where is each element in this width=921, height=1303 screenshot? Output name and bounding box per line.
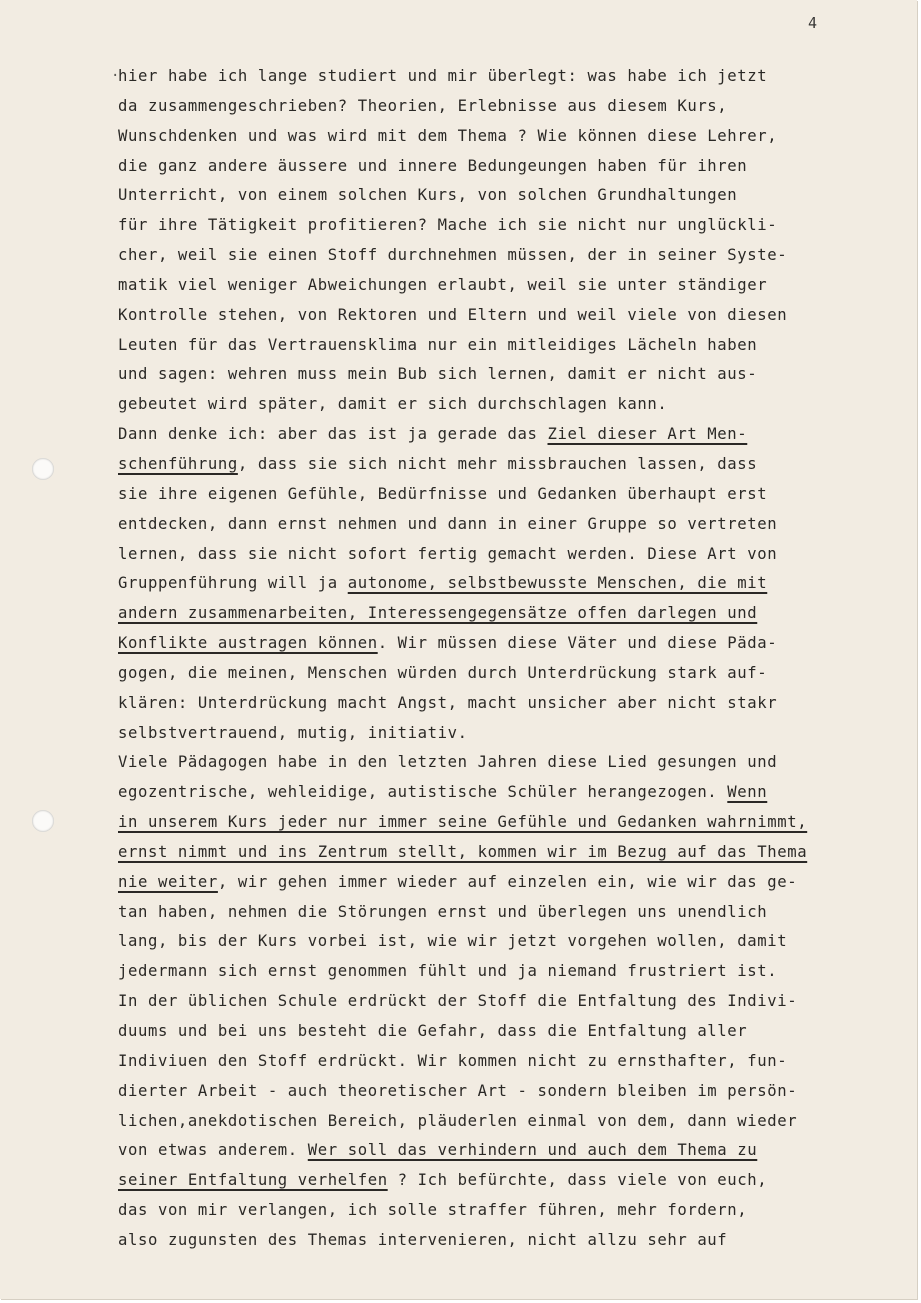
text-segment: Dann denke ich: aber das ist ja gerade das bbox=[118, 425, 548, 444]
text-line bbox=[118, 1077, 807, 1107]
text-segment: gebeutet wird später, damit er sich durchschlagen kann. bbox=[118, 395, 668, 414]
text-segment: lichen,anekdotischen Bereich, pläuderlen einmal von dem, dann wieder bbox=[118, 1111, 798, 1130]
text-segment: tan haben, nehmen die Störungen ernst und überlegen uns unendlich bbox=[118, 902, 768, 921]
underlined-text: Konflikte austragen können bbox=[118, 634, 378, 653]
text-segment: die ganz andere äussere und innere Bedungeungen haben für ihren bbox=[118, 156, 748, 175]
text-line bbox=[118, 271, 807, 301]
text-line bbox=[118, 569, 807, 599]
text-segment: Wunschdenken und was wird mit dem Thema ? Wie können diese Lehrer, bbox=[118, 126, 778, 145]
text-line bbox=[118, 778, 807, 808]
text-line bbox=[118, 331, 807, 361]
text-line bbox=[118, 450, 807, 480]
text-line bbox=[118, 122, 807, 152]
text-segment: duums und bei uns besteht die Gefahr, dass die Entfaltung aller bbox=[118, 1022, 748, 1040]
text-segment: Kontrolle stehen, von Rektoren und Eltern und weil viele von diesen bbox=[118, 305, 788, 324]
underlined-text: in unserem Kurs jeder nur immer seine Gefühle und Gedanken wahrnimmt, bbox=[118, 813, 808, 832]
text-line bbox=[118, 92, 807, 122]
text-line bbox=[118, 480, 807, 510]
text-line bbox=[118, 420, 807, 450]
text-segment: da zusammengeschrieben? Theorien, Erlebnisse aus diesem Kurs, bbox=[118, 96, 728, 115]
text-segment: . Wir müssen diese Väter und diese Päda- bbox=[377, 634, 778, 653]
text-line bbox=[118, 1196, 807, 1226]
text-segment: , wir gehen immer wieder auf einzelen ein, wie wir das ge- bbox=[217, 872, 798, 891]
text-segment: Viele Pädagogen habe in den letzten Jahren diese Lied gesungen und bbox=[118, 753, 778, 772]
text-segment: von etwas anderem. bbox=[118, 1141, 308, 1160]
margin-mark: · bbox=[111, 68, 120, 84]
text-segment: also zugunsten des Themas intervenieren, nicht allzu sehr auf bbox=[118, 1230, 728, 1249]
page-number: 4 bbox=[808, 14, 818, 32]
text-segment: egozentrische, wehleidige, autistische Schüler herangezogen. bbox=[118, 783, 728, 802]
text-line bbox=[118, 510, 807, 540]
text-line bbox=[118, 838, 807, 868]
text-segment: Leuten für das Vertrauensklima nur ein mitleidiges Lächeln haben bbox=[118, 335, 758, 354]
text-segment: klären: Unterdrückung macht Angst, macht unsicher aber nicht stakr bbox=[118, 693, 778, 712]
text-line bbox=[118, 808, 807, 838]
text-segment: Indiviuen den Stoff erdrückt. Wir kommen nicht zu ernsthafter, fun- bbox=[118, 1051, 788, 1070]
text-segment: Unterricht, von einem solchen Kurs, von solchen Grundhaltungen bbox=[118, 186, 738, 205]
underlined-text: autonome, selbstbewusste Menschen, die mit bbox=[347, 574, 768, 593]
text-line bbox=[118, 1017, 807, 1047]
text-segment: das von mir verlangen, ich solle straffer führen, mehr fordern, bbox=[118, 1201, 748, 1220]
text-line bbox=[118, 1226, 807, 1256]
text-line bbox=[118, 540, 807, 570]
text-line bbox=[118, 301, 807, 331]
underlined-text: Wer soll das verhindern und auch dem Thema zu bbox=[307, 1141, 758, 1160]
text-segment: hier habe ich lange studiert und mir überlegt: was habe ich jetzt bbox=[118, 67, 768, 85]
text-line bbox=[118, 898, 807, 928]
text-line bbox=[118, 659, 807, 689]
text-segment: matik viel weniger Abweichungen erlaubt, weil sie unter ständiger bbox=[118, 275, 768, 294]
punch-hole bbox=[32, 810, 54, 832]
text-line bbox=[118, 957, 807, 987]
text-segment: selbstvertrauend, mutig, initiativ. bbox=[118, 723, 468, 742]
text-segment: für ihre Tätigkeit profitieren? Mache ich sie nicht nur unglückli- bbox=[118, 216, 778, 235]
text-line bbox=[118, 360, 807, 390]
underlined-text: schenführung bbox=[118, 454, 238, 473]
text-line bbox=[118, 390, 807, 420]
text-segment: entdecken, dann ernst nehmen und dann in einer Gruppe so vertreten bbox=[118, 514, 778, 533]
text-segment: cher, weil sie einen Stoff durchnehmen müssen, der in seiner Syste- bbox=[118, 246, 788, 265]
underlined-text: Ziel dieser Art Men- bbox=[547, 425, 748, 444]
text-segment: , dass sie sich nicht mehr missbrauchen lassen, dass bbox=[237, 454, 758, 473]
underlined-text: ernst nimmt und ins Zentrum stellt, kommen wir im Bezug auf das Thema bbox=[118, 842, 808, 861]
text-segment: jedermann sich ernst genommen fühlt und ja niemand frustriert ist. bbox=[118, 962, 778, 981]
text-line bbox=[118, 629, 807, 659]
text-line bbox=[118, 689, 807, 719]
text-line bbox=[118, 181, 807, 211]
underlined-text: nie weiter bbox=[118, 872, 218, 891]
text-line bbox=[118, 987, 807, 1017]
text-line bbox=[118, 599, 807, 629]
text-line bbox=[118, 241, 807, 271]
text-segment: lernen, dass sie nicht sofort fertig gemacht werden. Diese Art von bbox=[118, 544, 778, 563]
underlined-text: Wenn bbox=[727, 783, 768, 802]
text-segment: lang, bis der Kurs vorbei ist, wie wir jetzt vorgehen wollen, damit bbox=[118, 932, 788, 951]
punch-hole bbox=[32, 458, 54, 480]
text-line bbox=[118, 927, 807, 957]
text-line bbox=[118, 868, 807, 898]
text-segment: sie ihre eigenen Gefühle, Bedürfnisse und Gedanken überhaupt erst bbox=[118, 484, 768, 503]
text-line bbox=[118, 62, 807, 92]
text-line bbox=[118, 1047, 807, 1077]
text-segment: In der üblichen Schule erdrückt der Stoff die Entfaltung des Indivi- bbox=[118, 992, 798, 1011]
text-segment: und sagen: wehren muss mein Bub sich lernen, damit er nicht aus- bbox=[118, 365, 758, 384]
text-line bbox=[118, 1166, 807, 1196]
body-text bbox=[118, 62, 807, 1256]
text-line bbox=[118, 719, 807, 749]
text-line bbox=[118, 748, 807, 778]
underlined-text: seiner Entfaltung verhelfen bbox=[118, 1171, 388, 1190]
underlined-text: andern zusammenarbeiten, Interessengegensätze offen darlegen und bbox=[118, 604, 758, 623]
text-segment: ? Ich befürchte, dass viele von euch, bbox=[387, 1171, 768, 1190]
text-line bbox=[118, 1136, 807, 1166]
text-line bbox=[118, 152, 807, 182]
text-segment: dierter Arbeit - auch theoretischer Art - sondern bleiben im persön- bbox=[118, 1081, 798, 1100]
text-segment: Gruppenführung will ja bbox=[118, 574, 348, 593]
text-line bbox=[118, 1107, 807, 1137]
text-line bbox=[118, 211, 807, 241]
text-segment: gogen, die meinen, Menschen würden durch Unterdrückung stark auf- bbox=[118, 663, 768, 682]
